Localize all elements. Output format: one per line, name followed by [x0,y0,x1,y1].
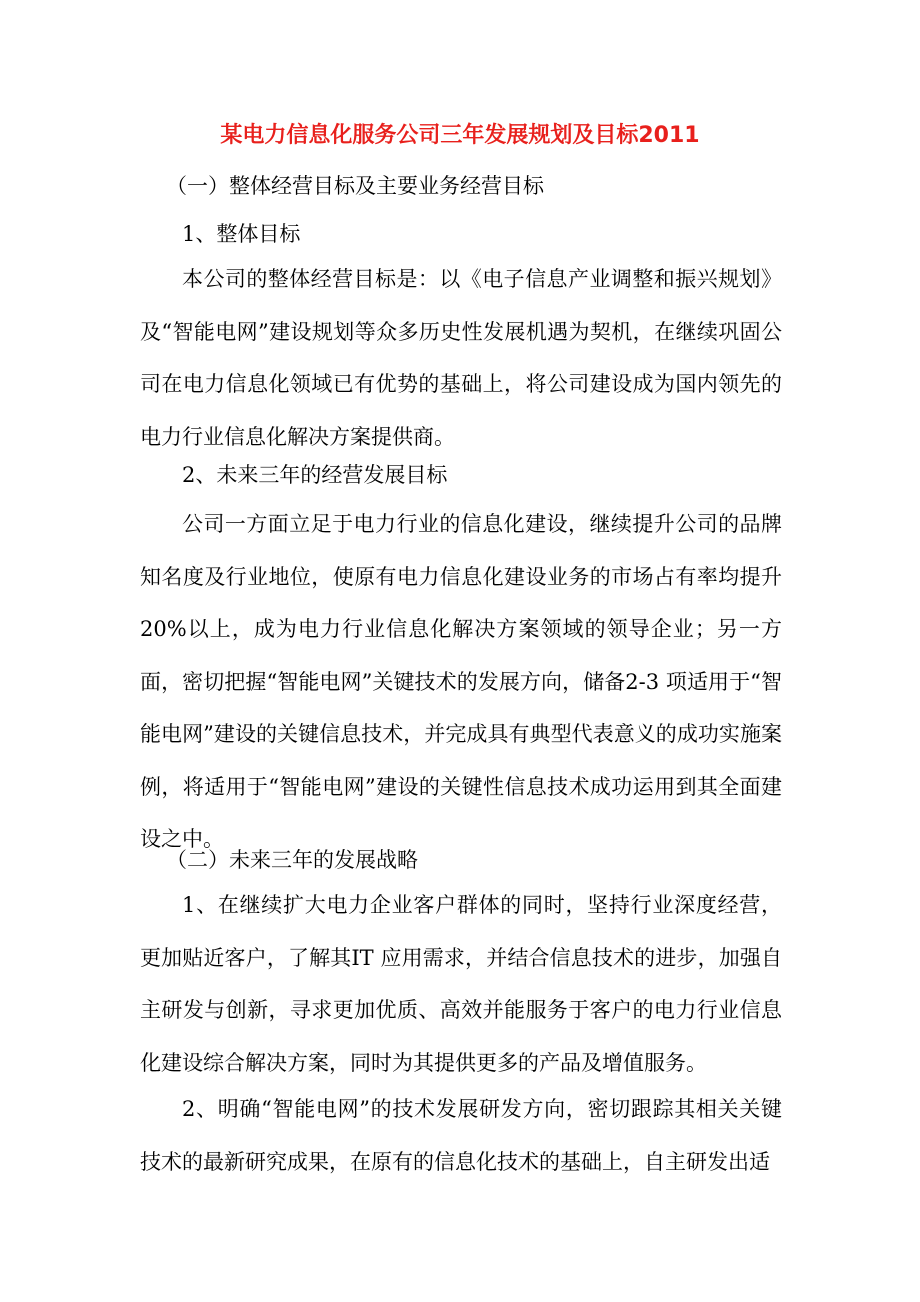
paragraph-three-year-goal: 公司一方面立足于电力行业的信息化建设，继续提升公司的品牌知名度及行业地位，使原有电力信息化建设业务的市场占有率均提升20%以上，成为电力行业信息化解决方案领域的领导企业；另一方面，密切把握“智能电网”关键技术的发展方向，储备2-3 项适用于“智能电网”建设的关键信息技术，并完成具有典型代表意义的成功实施案例，将适用于“智能电网”建设的关键性信息技术成功运用到其全面建设之中。 [140,512,782,851]
document-title: 某电力信息化服务公司三年发展规划及目标2011 [220,123,700,148]
item-heading-2: 2、未来三年的经营发展目标 [182,463,448,487]
item-heading-1: 1、整体目标 [182,222,301,246]
section-heading-2: （二）未来三年的发展战略 [166,848,418,872]
paragraph-strategy-2: 2、明确“智能电网”的技术发展研发方向，密切跟踪其相关关键技术的最新研究成果，在原有的信息化技术的基础上，自主研发出适 [140,1097,782,1174]
paragraph-overall-goal: 本公司的整体经营目标是：以《电子信息产业调整和振兴规划》及“智能电网”建设规划等众多历史性发展机遇为契机，在继续巩固公司在电力信息化领域已有优势的基础上，将公司建设成为国内领先的电力行业信息化解决方案提供商。 [140,267,782,449]
paragraph-strategy-1: 1、在继续扩大电力企业客户群体的同时，坚持行业深度经营，更加贴近客户，了解其IT 应用需求，并结合信息技术的进步，加强自主研发与创新，寻求更加优质、高效并能服务于客户的电力行业信息化建设综合解决方案，同时为其提供更多的产品及增值服务。 [140,893,782,1075]
section-heading-1: （一）整体经营目标及主要业务经营目标 [166,174,544,198]
